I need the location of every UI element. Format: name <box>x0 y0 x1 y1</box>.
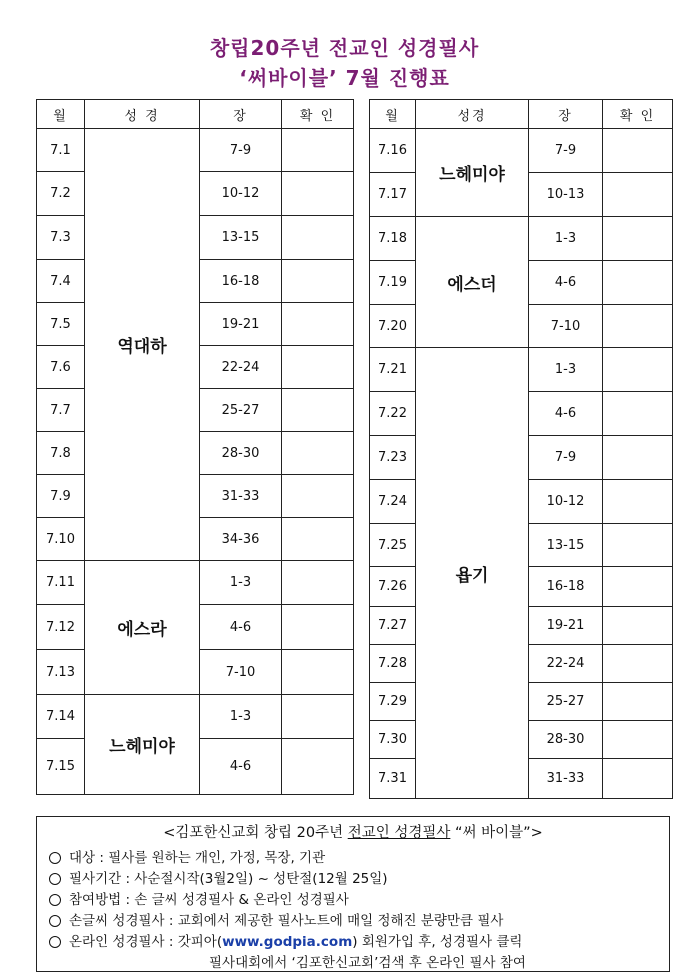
info-heading-underlined: 전교인 성경필사 <box>347 825 451 841</box>
schedule-table-left <box>36 99 354 795</box>
check-cell[interactable] <box>603 524 673 567</box>
check-cell[interactable] <box>282 739 354 795</box>
chapter-cell: 22-24 <box>529 645 603 683</box>
book-cell: 에스라 <box>85 561 200 695</box>
godpia-link[interactable]: www.godpia.com <box>222 934 353 950</box>
list-item: 손글씨 성경필사 : 교회에서 제공한 필사노트에 매일 정해진 분량만큼 필사 <box>49 911 669 932</box>
table-row <box>37 695 354 739</box>
chapter-cell: 4-6 <box>529 261 603 305</box>
check-cell[interactable] <box>603 480 673 524</box>
check-cell[interactable] <box>603 721 673 759</box>
chapter-cell: 13-15 <box>529 524 603 567</box>
chapter-cell: 1-3 <box>529 348 603 392</box>
date-cell: 7.4 <box>37 260 85 303</box>
date-cell: 7.23 <box>370 436 416 480</box>
date-cell: 7.17 <box>370 173 416 217</box>
date-cell: 7.21 <box>370 348 416 392</box>
chapter-cell: 7-9 <box>529 436 603 480</box>
table-header-row <box>37 100 354 129</box>
book-cell: 느헤미야 <box>416 129 529 217</box>
date-cell: 7.29 <box>370 683 416 721</box>
chapter-cell: 16-18 <box>200 260 282 303</box>
date-cell: 7.14 <box>37 695 85 739</box>
date-cell: 7.8 <box>37 432 85 475</box>
circle-bullet-icon <box>49 915 61 927</box>
circle-bullet-icon <box>49 894 61 906</box>
date-cell: 7.30 <box>370 721 416 759</box>
table-row <box>37 129 354 172</box>
chapter-cell: 16-18 <box>529 567 603 607</box>
date-cell: 7.20 <box>370 305 416 348</box>
check-cell[interactable] <box>603 348 673 392</box>
check-cell[interactable] <box>603 567 673 607</box>
date-cell: 7.10 <box>37 518 85 561</box>
date-cell: 7.15 <box>37 739 85 795</box>
check-cell[interactable] <box>603 683 673 721</box>
check-cell[interactable] <box>282 389 354 432</box>
date-cell: 7.6 <box>37 346 85 389</box>
date-cell: 7.27 <box>370 607 416 645</box>
circle-bullet-icon <box>49 936 61 948</box>
check-cell[interactable] <box>282 475 354 518</box>
chapter-cell: 25-27 <box>200 389 282 432</box>
chapter-cell: 10-12 <box>529 480 603 524</box>
header-book: 성 경 <box>85 100 200 129</box>
chapter-cell: 31-33 <box>529 759 603 799</box>
table-row <box>370 217 673 261</box>
check-cell[interactable] <box>603 129 673 173</box>
book-cell: 역대하 <box>85 129 200 561</box>
table-header-row <box>370 100 673 129</box>
date-cell: 7.31 <box>370 759 416 799</box>
date-cell: 7.28 <box>370 645 416 683</box>
check-cell[interactable] <box>282 346 354 389</box>
chapter-cell: 28-30 <box>529 721 603 759</box>
check-cell[interactable] <box>282 260 354 303</box>
check-cell[interactable] <box>603 645 673 683</box>
chapter-cell: 7-9 <box>529 129 603 173</box>
list-item: 필사기간 : 사순절시작(3월2일) ~ 성탄절(12월 25일) <box>49 869 669 890</box>
book-cell: 느헤미야 <box>85 695 200 795</box>
date-cell: 7.18 <box>370 217 416 261</box>
list-item: 대상 : 필사를 원하는 개인, 가정, 목장, 기관 <box>49 848 669 869</box>
chapter-cell: 7-10 <box>529 305 603 348</box>
check-cell[interactable] <box>282 695 354 739</box>
chapter-cell: 10-12 <box>200 172 282 216</box>
check-cell[interactable] <box>282 432 354 475</box>
date-cell: 7.25 <box>370 524 416 567</box>
check-cell[interactable] <box>282 518 354 561</box>
date-cell: 7.26 <box>370 567 416 607</box>
chapter-cell: 34-36 <box>200 518 282 561</box>
chapter-cell: 19-21 <box>200 303 282 346</box>
header-check: 확 인 <box>282 100 354 129</box>
check-cell[interactable] <box>603 217 673 261</box>
date-cell: 7.11 <box>37 561 85 605</box>
check-cell[interactable] <box>282 561 354 605</box>
chapter-cell: 1-3 <box>529 217 603 261</box>
check-cell[interactable] <box>282 172 354 216</box>
chapter-cell: 4-6 <box>200 739 282 795</box>
check-cell[interactable] <box>603 436 673 480</box>
date-cell: 7.1 <box>37 129 85 172</box>
table-row <box>37 561 354 605</box>
check-cell[interactable] <box>282 650 354 695</box>
check-cell[interactable] <box>282 216 354 260</box>
table-row <box>370 129 673 173</box>
header-month: 월 <box>370 100 416 129</box>
date-cell: 7.3 <box>37 216 85 260</box>
book-cell: 에스더 <box>416 217 529 348</box>
check-cell[interactable] <box>603 261 673 305</box>
book-cell: 욥기 <box>416 348 529 799</box>
chapter-cell: 25-27 <box>529 683 603 721</box>
circle-bullet-icon <box>49 852 61 864</box>
chapter-cell: 1-3 <box>200 561 282 605</box>
chapter-cell: 28-30 <box>200 432 282 475</box>
date-cell: 7.19 <box>370 261 416 305</box>
list-item-continuation: 필사대회에서 ‘김포한신교회’검색 후 온라인 필사 참여 <box>209 955 526 971</box>
check-cell[interactable] <box>282 129 354 172</box>
schedule-table-right <box>369 99 673 799</box>
date-cell: 7.24 <box>370 480 416 524</box>
page-title: 창립20주년 전교인 성경필사 <box>209 36 480 60</box>
header-month: 월 <box>37 100 85 129</box>
chapter-cell: 1-3 <box>200 695 282 739</box>
date-cell: 7.7 <box>37 389 85 432</box>
date-cell: 7.13 <box>37 650 85 695</box>
check-cell[interactable] <box>603 607 673 645</box>
chapter-cell: 13-15 <box>200 216 282 260</box>
date-cell: 7.9 <box>37 475 85 518</box>
chapter-cell: 19-21 <box>529 607 603 645</box>
header-check: 확 인 <box>603 100 673 129</box>
check-cell[interactable] <box>282 303 354 346</box>
check-cell[interactable] <box>282 605 354 650</box>
date-cell: 7.12 <box>37 605 85 650</box>
date-cell: 7.2 <box>37 172 85 216</box>
list-item: 참여방법 : 손 글씨 성경필사 & 온라인 성경필사 <box>49 890 669 911</box>
table-row <box>370 348 673 392</box>
header-chapter: 장 <box>529 100 603 129</box>
info-heading-post: “써 바이블”> <box>450 825 543 841</box>
info-heading-pre: <김포한신교회 창립 20주년 <box>163 825 348 841</box>
chapter-cell: 4-6 <box>200 605 282 650</box>
check-cell[interactable] <box>603 173 673 217</box>
chapter-cell: 22-24 <box>200 346 282 389</box>
date-cell: 7.16 <box>370 129 416 173</box>
header-chapter: 장 <box>200 100 282 129</box>
page-subtitle: ‘써바이블’ 7월 진행표 <box>239 66 450 90</box>
check-cell[interactable] <box>603 392 673 436</box>
list-item: 온라인 성경필사 : 갓피아(www.godpia.com) 회원가입 후, 성경필사 클릭 <box>49 932 669 953</box>
circle-bullet-icon <box>49 873 61 885</box>
check-cell[interactable] <box>603 759 673 799</box>
header-book: 성경 <box>416 100 529 129</box>
info-box <box>36 816 670 972</box>
check-cell[interactable] <box>603 305 673 348</box>
info-list <box>49 848 669 974</box>
chapter-cell: 10-13 <box>529 173 603 217</box>
chapter-cell: 7-10 <box>200 650 282 695</box>
chapter-cell: 7-9 <box>200 129 282 172</box>
date-cell: 7.5 <box>37 303 85 346</box>
chapter-cell: 31-33 <box>200 475 282 518</box>
info-heading <box>37 821 669 842</box>
date-cell: 7.22 <box>370 392 416 436</box>
chapter-cell: 4-6 <box>529 392 603 436</box>
